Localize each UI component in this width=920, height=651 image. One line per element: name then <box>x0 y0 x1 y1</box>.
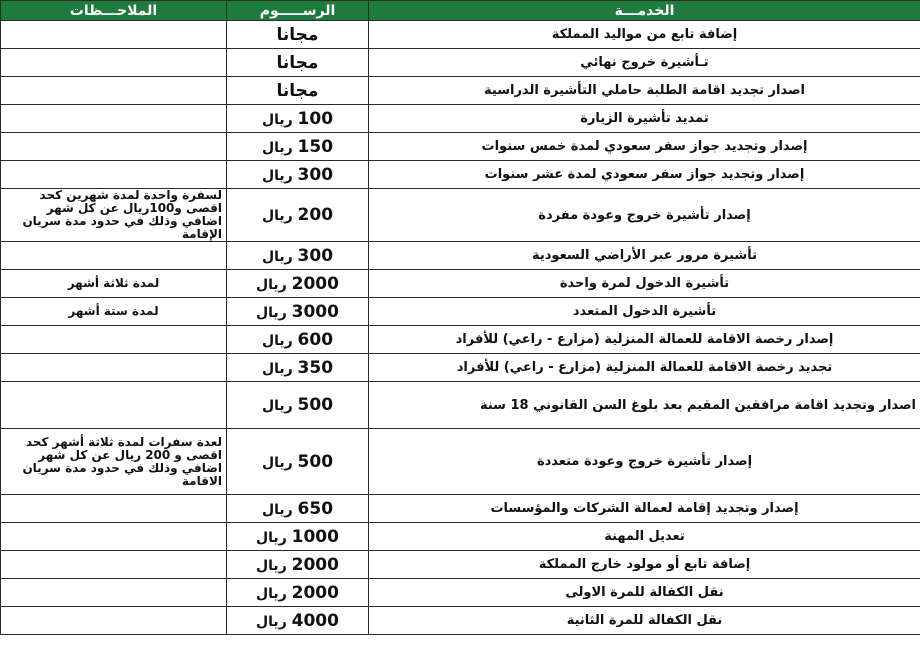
fee-unit: ريال <box>256 304 287 321</box>
fee-amount: 3000 <box>291 301 339 322</box>
table-row <box>1 429 920 495</box>
service-cell: إصدار رخصة الاقامة للعمالة المنزلية (مزارع - راعي) للأفراد <box>369 326 920 354</box>
fee-amount: مجانا <box>276 80 319 101</box>
service-cell: تمديد تأشيرة الزيارة <box>369 105 920 133</box>
notes-cell <box>1 77 227 105</box>
fee-amount: 500 <box>297 451 334 472</box>
fee-cell <box>227 161 369 189</box>
notes-cell <box>1 105 227 133</box>
table-row <box>1 105 920 133</box>
service-cell: تعديل المهنة <box>369 523 920 551</box>
fee-cell <box>227 551 369 579</box>
notes-cell <box>1 495 227 523</box>
notes-cell: لمدة ثلاثة أشهر <box>1 270 227 298</box>
notes-cell: لمدة ستة أشهر <box>1 298 227 326</box>
table-row <box>1 579 920 607</box>
fee-cell <box>227 189 369 242</box>
fee-amount: 100 <box>297 108 334 129</box>
fee-unit: ريال <box>256 529 287 546</box>
service-cell: اصدار وتجديد اقامة مرافقين المقيم بعد بلوغ السن القانوني 18 سنة <box>369 382 920 429</box>
header-notes: الملاحـــظات <box>1 1 227 21</box>
fee-unit: ريال <box>261 454 293 471</box>
fee-unit: ريال <box>261 139 293 156</box>
notes-cell <box>1 382 227 429</box>
fee-cell <box>227 242 369 270</box>
fee-unit: ريال <box>261 248 293 265</box>
table-row <box>1 523 920 551</box>
table-row <box>1 21 920 49</box>
table-row <box>1 551 920 579</box>
service-cell: اصدار تجديد اقامة الطلبة حاملي التأشيرة الدراسية <box>369 77 920 105</box>
fee-amount: مجانا <box>276 52 319 73</box>
table-row <box>1 77 920 105</box>
fee-amount: 2000 <box>291 554 339 575</box>
header-service: الخدمـــة <box>369 1 920 21</box>
service-cell: إصدار وتجديد جواز سفر سعودي لمدة خمس سنوات <box>369 133 920 161</box>
fee-amount: 350 <box>297 357 334 378</box>
fee-unit: ريال <box>261 208 293 224</box>
fee-cell <box>227 607 369 635</box>
fee-amount: 4000 <box>291 610 339 631</box>
notes-cell <box>1 326 227 354</box>
fee-cell <box>227 579 369 607</box>
table-row <box>1 495 920 523</box>
fee-amount: 300 <box>297 245 334 266</box>
fee-cell <box>227 133 369 161</box>
notes-cell <box>1 242 227 270</box>
fee-amount: 2000 <box>291 582 339 603</box>
fee-amount: 600 <box>297 329 334 350</box>
service-cell: إضافة تابع من مواليد المملكة <box>369 21 920 49</box>
service-cell: إضافة تابع أو مولود خارج المملكة <box>369 551 920 579</box>
fee-unit: ريال <box>261 111 293 128</box>
fee-unit: ريال <box>256 276 287 293</box>
fee-cell <box>227 21 369 49</box>
header-fee: الرســـــوم <box>227 1 369 21</box>
fee-cell <box>227 105 369 133</box>
notes-cell <box>1 21 227 49</box>
fee-cell <box>227 495 369 523</box>
table-row <box>1 242 920 270</box>
service-cell: إصدار وتجديد جواز سفر سعودي لمدة عشر سنوات <box>369 161 920 189</box>
service-cell: إصدار تأشيرة خروج وعودة متعددة <box>369 429 920 495</box>
fee-unit: ريال <box>261 360 293 377</box>
notes-cell <box>1 133 227 161</box>
fee-cell <box>227 326 369 354</box>
fee-amount: 650 <box>297 498 334 519</box>
table-row <box>1 133 920 161</box>
fee-cell <box>227 49 369 77</box>
fee-unit: ريال <box>261 501 293 518</box>
fee-unit: ريال <box>261 332 293 349</box>
notes-cell <box>1 523 227 551</box>
service-cell: نقل الكفالة للمرة الثانية <box>369 607 920 635</box>
table-row <box>1 607 920 635</box>
fee-unit: ريال <box>261 398 293 414</box>
fee-amount: 200 <box>297 205 334 225</box>
fee-amount: 500 <box>297 395 334 415</box>
notes-cell <box>1 579 227 607</box>
fee-amount: 150 <box>297 136 334 157</box>
table-row <box>1 326 920 354</box>
fee-amount: 300 <box>297 164 334 185</box>
fee-amount: 2000 <box>291 273 339 294</box>
table-header-row <box>1 1 920 21</box>
notes-cell <box>1 551 227 579</box>
table-row <box>1 354 920 382</box>
fee-amount: 1000 <box>291 526 339 547</box>
notes-cell <box>1 354 227 382</box>
service-cell: تأشيرة مرور عبر الأراضي السعودية <box>369 242 920 270</box>
service-cell: تأشيرة الدخول لمرة واحدة <box>369 270 920 298</box>
table-row <box>1 49 920 77</box>
fee-cell <box>227 429 369 495</box>
service-cell: نقل الكفالة للمرة الاولى <box>369 579 920 607</box>
table-row <box>1 298 920 326</box>
fee-unit: ريال <box>256 557 287 574</box>
fee-cell <box>227 354 369 382</box>
fee-cell <box>227 77 369 105</box>
service-cell: تأشيرة الدخول المتعدد <box>369 298 920 326</box>
notes-cell <box>1 607 227 635</box>
fee-unit: ريال <box>256 585 287 602</box>
table-row <box>1 382 920 429</box>
notes-cell <box>1 161 227 189</box>
notes-cell: لعدة سفرات لمدة ثلاثة أشهر كحد اقصى و 200 ريال عن كل شهر اضافي وذلك في حدود مدة سريان الاقامة <box>1 429 227 495</box>
fee-cell <box>227 270 369 298</box>
fee-cell <box>227 382 369 429</box>
table-row <box>1 161 920 189</box>
notes-cell: لسفرة واحدة لمدة شهرين كحد اقصى و100ريال عن كل شهر اضافي وذلك في حدود مدة سريان الإقامة <box>1 189 227 242</box>
service-cell: تـأشيرة خروج نهائي <box>369 49 920 77</box>
table-row <box>1 189 920 242</box>
fee-amount: مجانا <box>276 24 319 45</box>
fee-unit: ريال <box>256 613 287 630</box>
notes-cell <box>1 49 227 77</box>
service-cell: إصدار وتجديد إقامة لعمالة الشركات والمؤسسات <box>369 495 920 523</box>
table-row <box>1 270 920 298</box>
fee-cell <box>227 523 369 551</box>
fee-unit: ريال <box>261 167 293 184</box>
service-cell: إصدار تأشيرة خروج وعودة مفردة <box>369 189 920 242</box>
service-cell: تجديد رخصة الاقامة للعمالة المنزلية (مزارع - راعي) للأفراد <box>369 354 920 382</box>
fee-cell <box>227 298 369 326</box>
